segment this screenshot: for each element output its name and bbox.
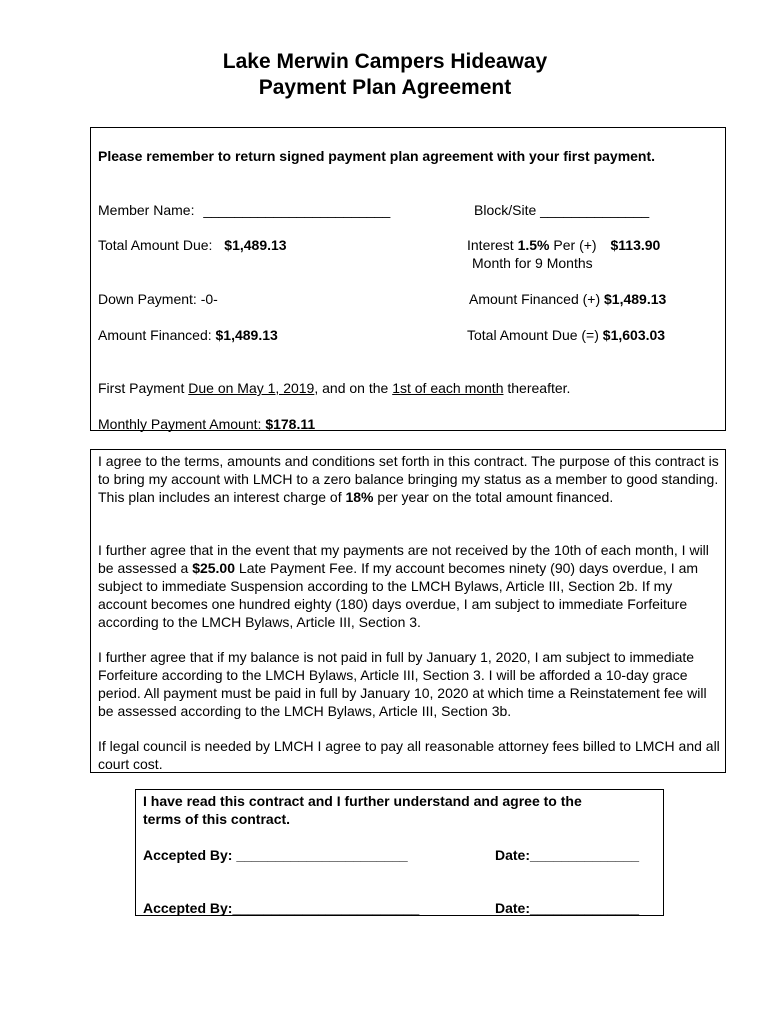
date-field-2[interactable]: Date:______________ bbox=[495, 900, 640, 916]
interest-row bbox=[467, 236, 660, 254]
interest-prefix: Interest bbox=[467, 237, 514, 253]
member-name-blank: ________________________ bbox=[203, 202, 391, 218]
date-field-1[interactable]: Date:______________ bbox=[495, 847, 640, 863]
member-name-label: Member Name: bbox=[98, 202, 195, 218]
terms-p1-rate: 18% bbox=[345, 489, 374, 505]
down-payment: Down Payment: -0- bbox=[98, 291, 218, 307]
terms-p1-b: per year on the total amount financed. bbox=[377, 489, 614, 505]
accepted-by-field-2[interactable]: Accepted By:________________________ bbox=[143, 900, 420, 916]
terms-p1-a: I agree to the terms, amounts and conditions set forth in this contract. The purpose of this contract is to bring my account with LMCH to a zero balance bringing my status as a member to good standing. This plan includes an interest charge of bbox=[98, 453, 719, 505]
title-line-1: Lake Merwin Campers Hideaway bbox=[222, 50, 548, 73]
payment-plan-box bbox=[90, 127, 726, 431]
amount-financed-left bbox=[98, 326, 278, 344]
interest-rate: 1.5% bbox=[517, 237, 550, 253]
total-due-value: $1,489.13 bbox=[224, 237, 287, 253]
terms-paragraph-1 bbox=[98, 452, 722, 506]
first-payment-prefix: First Payment bbox=[98, 380, 185, 396]
member-name-field bbox=[98, 201, 390, 219]
acceptance-box bbox=[135, 789, 664, 916]
first-payment-mid: , and on the bbox=[314, 380, 389, 396]
amount-financed-right-label: Amount Financed (+) bbox=[469, 291, 601, 307]
terms-paragraph-2 bbox=[98, 541, 722, 631]
block-site-field: Block/Site ______________ bbox=[474, 202, 650, 218]
acceptance-line-2: terms of this contract. bbox=[143, 811, 291, 827]
amount-financed-right-value: $1,489.13 bbox=[604, 291, 667, 307]
amount-financed-right bbox=[469, 290, 666, 308]
interest-line-2: Month for 9 Months bbox=[472, 255, 593, 271]
monthly-payment-line bbox=[98, 415, 315, 433]
first-payment-due: Due on May 1, 2019 bbox=[188, 380, 315, 396]
monthly-payment-value: $178.11 bbox=[265, 416, 316, 432]
terms-paragraph-3: I further agree that if my balance is not paid in full by January 1, 2020, I am subject to immediate Forfeiture according to the LMCH Bylaws, Article III, Section 3. I will be afforded a 10-day grace period. All payment must be paid in full by January 10, 2020 at which time a Reinstatement fee will be assessed according to the LMCH Bylaws, Article III, Section 3b. bbox=[98, 649, 707, 719]
total-due-label: Total Amount Due: bbox=[98, 237, 213, 253]
terms-p2-a: I further agree that in the event that my payments are not received by the 10th of each month, I will be assessed a bbox=[98, 542, 709, 576]
total-due-row bbox=[98, 236, 287, 254]
amount-financed-left-label: Amount Financed: bbox=[98, 327, 212, 343]
total-due-right-label: Total Amount Due (=) bbox=[467, 327, 599, 343]
accepted-by-field-1[interactable]: Accepted By: ______________________ bbox=[143, 847, 408, 863]
reminder-text: Please remember to return signed payment plan agreement with your first payment. bbox=[98, 148, 656, 164]
interest-amount: $113.90 bbox=[610, 237, 661, 253]
first-payment-suffix: thereafter. bbox=[507, 380, 571, 396]
acceptance-line-1: I have read this contract and I further understand and agree to the bbox=[143, 793, 582, 809]
terms-p2-fee: $25.00 bbox=[192, 560, 236, 576]
total-due-right bbox=[467, 326, 665, 344]
terms-p2-b: Late Payment Fee. If my account becomes ninety (90) days overdue, I am subject to immediate Suspension according to the LMCH Bylaws, Article III, Section 2b. If my account becomes one hundred eighty (180) days overdue, I am subject to immediate Forfeiture according to the LMCH Bylaws, Article III, Section 3. bbox=[98, 560, 699, 630]
first-payment-line bbox=[98, 379, 570, 397]
monthly-payment-label: Monthly Payment Amount: bbox=[98, 416, 262, 432]
total-due-right-value: $1,603.03 bbox=[602, 327, 666, 343]
amount-financed-left-value: $1,489.13 bbox=[215, 327, 278, 343]
first-payment-each: 1st of each month bbox=[392, 380, 504, 396]
title-line-2: Payment Plan Agreement bbox=[258, 76, 512, 99]
interest-per: Per (+) bbox=[553, 237, 597, 253]
terms-box bbox=[90, 449, 726, 773]
terms-paragraph-4: If legal council is needed by LMCH I agree to pay all reasonable attorney fees billed to LMCH and all court cost. bbox=[98, 738, 720, 772]
